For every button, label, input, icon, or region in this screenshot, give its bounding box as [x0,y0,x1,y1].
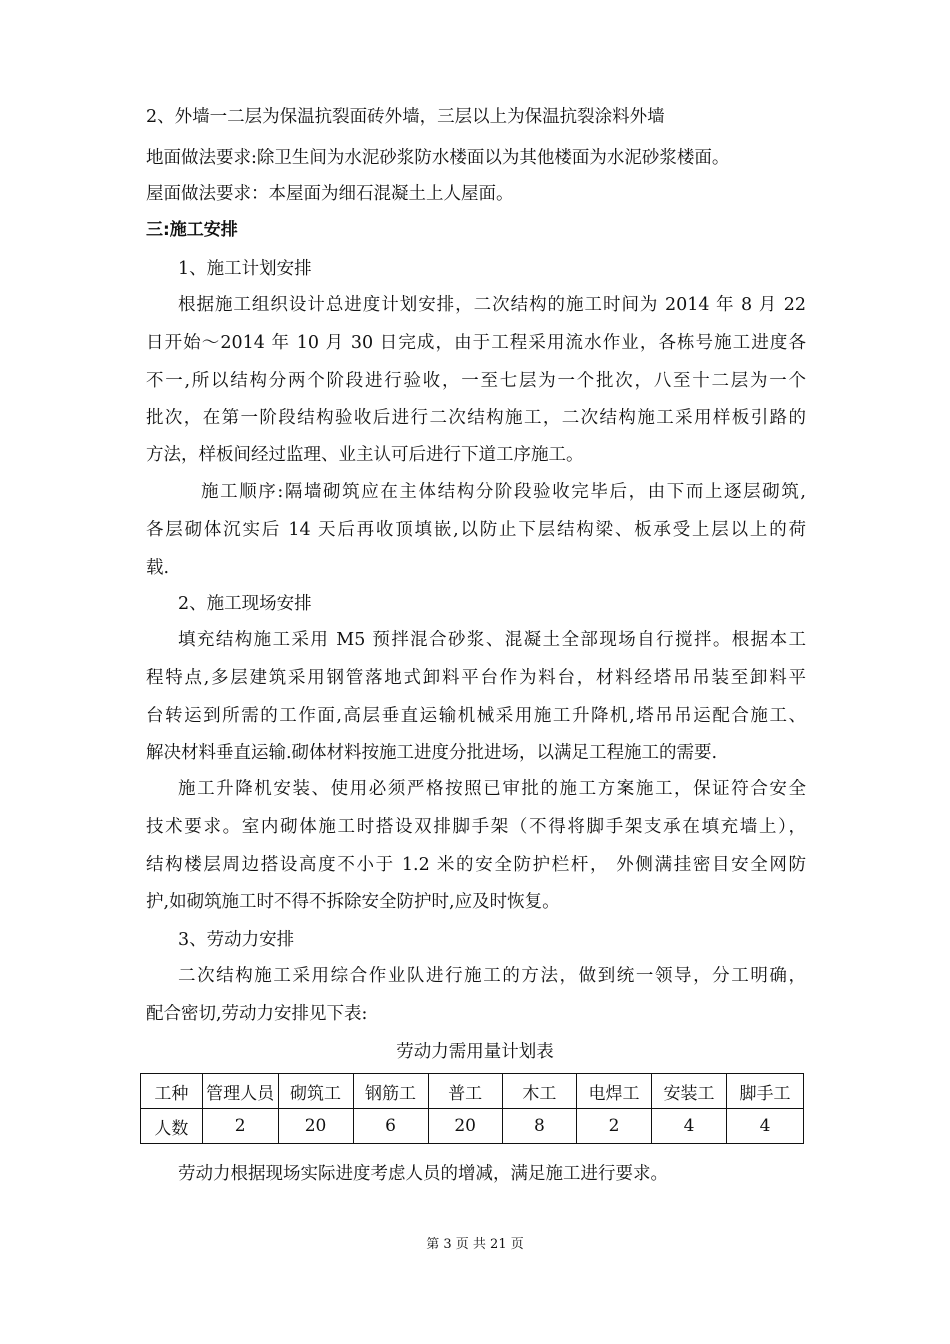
table-cell: 木工 [502,1074,576,1109]
table-cell: 6 [353,1109,428,1144]
table-cell: 钢筋工 [353,1074,428,1109]
table-cell: 工种 [141,1074,203,1109]
paragraph-line: 解决材料垂直运输.砌体材料按施工进度分批进场，以满足工程施工的需要. [146,743,718,763]
table-cell: 管理人员 [202,1074,278,1109]
table-cell: 20 [428,1109,502,1144]
closing-line: 劳动力根据现场实际进度考虑人员的增减，满足施工进行要求。 [178,1164,668,1184]
paragraph-line: 配合密切,劳动力安排见下表: [146,1004,368,1024]
floor-requirement-line: 地面做法要求:除卫生间为水泥砂浆防水楼面以为其他楼面为水泥砂浆楼面。 [146,148,730,168]
section-heading: 三:施工安排 [146,220,238,240]
paragraph-line: 二次结构施工采用综合作业队进行施工的方法，做到统一领导，分工明确， [178,966,806,986]
paragraph-line: 不一,所以结构分两个阶段进行验收，一至七层为一个批次，八至十二层为一个 [146,371,806,391]
table-cell: 20 [278,1109,353,1144]
labor-plan-table [140,1073,804,1144]
paragraph-line: 程特点,多层建筑采用钢管落地式卸料平台作为料台，材料经塔吊吊装至卸料平 [146,668,806,688]
paragraph-line: 日开始～2014 年 10 月 30 日完成，由于工程采用流水作业，各栋号施工进度各 [146,333,806,353]
table-cell: 4 [652,1109,727,1144]
table-caption: 劳动力需用量计划表 [396,1042,554,1062]
subsection-site-heading: 2、施工现场安排 [178,594,312,614]
table-cell: 人数 [141,1109,203,1144]
table-row [141,1109,804,1144]
paragraph-line: 施工升降机安装、使用必须严格按照已审批的施工方案施工，保证符合安全 [178,779,806,799]
paragraph-line: 方法，样板间经过监理、业主认可后进行下道工序施工。 [146,445,584,465]
table-cell: 脚手工 [727,1074,804,1109]
subsection-plan-heading: 1、施工计划安排 [178,259,312,279]
table-cell: 安装工 [652,1074,727,1109]
roof-requirement-line: 屋面做法要求：本屋面为细石混凝土上人屋面。 [146,184,514,204]
paragraph-line: 载. [146,558,170,578]
paragraph-line: 技术要求。室内砌体施工时搭设双排脚手架（不得将脚手架支承在填充墙上）， [146,817,806,837]
paragraph-line: 施工顺序:隔墙砌筑应在主体结构分阶段验收完毕后，由下而上逐层砌筑, [201,482,806,502]
paragraph-line: 结构楼层周边搭设高度不小于 1.2 米的安全防护栏杆， 外侧满挂密目安全网防 [146,855,806,875]
table-cell: 砌筑工 [278,1074,353,1109]
paragraph-line: 台转运到所需的工作面,高层垂直运输机械采用施工升降机,塔吊吊运配合施工、 [146,706,806,726]
paragraph-line: 护,如砌筑施工时不得不拆除安全防护时,应及时恢复。 [146,892,560,912]
table-row [141,1074,804,1109]
table-cell: 2 [577,1109,652,1144]
table-cell: 普工 [428,1074,502,1109]
paragraph-line: 填充结构施工采用 M5 预拌混合砂浆、混凝土全部现场自行搅拌。根据本工 [178,630,806,650]
page-footer: 第 3 页 共 21 页 [426,1237,524,1252]
exterior-wall-line: 2、外墙一二层为保温抗裂面砖外墙，三层以上为保温抗裂涂料外墙 [146,107,665,127]
table-cell: 电焊工 [577,1074,652,1109]
table-cell: 4 [727,1109,804,1144]
table-cell: 8 [502,1109,576,1144]
table-cell: 2 [202,1109,278,1144]
paragraph-line: 各层砌体沉实后 14 天后再收顶填嵌,以防止下层结构梁、板承受上层以上的荷 [146,520,806,540]
paragraph-line: 根据施工组织设计总进度计划安排，二次结构的施工时间为 2014 年 8 月 22 [178,295,806,315]
subsection-labor-heading: 3、劳动力安排 [178,930,295,950]
paragraph-line: 批次，在第一阶段结构验收后进行二次结构施工，二次结构施工采用样板引路的 [146,408,806,428]
